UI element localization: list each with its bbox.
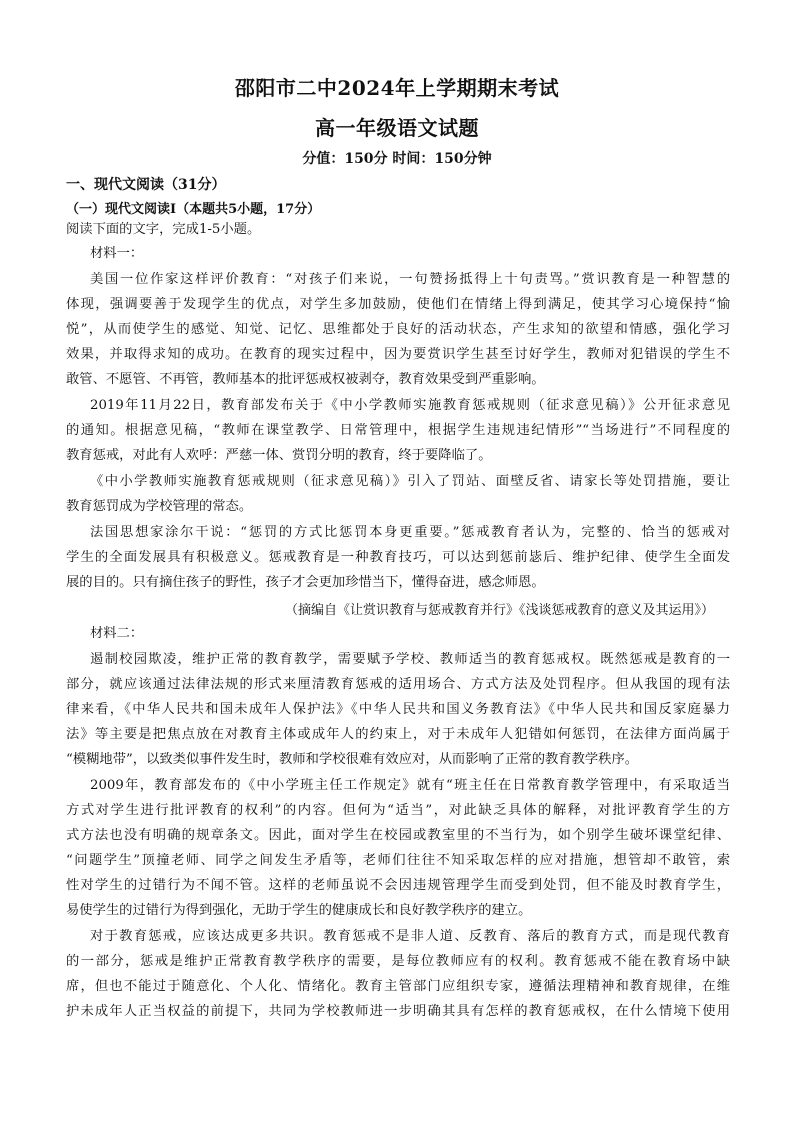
paragraph-line: 律来看，《中华人民共和国未成年人保护法》《中华人民共和国义务教育法》《中华人民共和国反家庭暴力 [66,702,730,717]
paragraph-line: 对于教育惩戒，应该达成更多共识。教育惩戒不是非人道、反教育、落后的教育方式，而是现代教育 [90,929,730,944]
paragraph-line: 《中小学教师实施教育惩戒规则（征求意见稿）》引入了罚站、面壁反省、请家长等处罚措施，要让 [90,474,730,489]
paragraph-line: 美国一位作家这样评价教育：“对孩子们来说，一句赞扬抵得上十句责骂。”赏识教育是一种智慧的 [90,272,730,287]
paragraph-line: 席，但也不能过于随意化、个人化、情绪化。教育主管部门应组织专家，遵循法理精神和教育规律，在维 [66,979,730,994]
material1-label: 材料一： [90,246,144,261]
paragraph-line: 的一部分，惩戒是维护正常教育教学秩序的需要，是每位教师应有的权利。教育惩戒不能在教育场中缺 [66,954,730,969]
paragraph-line: 法》等主要是把焦点放在对教育主体或成年人的约束上，对于未成年人犯错如何惩罚，在法律方面尚属于 [66,727,730,742]
paragraph-line: 展的目的。只有摘住孩子的野性，孩子才会更加珍惜当下，懂得奋进，感念师恩。 [66,575,545,590]
paragraph-line: 性对学生的过错行为不闻不管。这样的老师虽说不会因违规管理学生而受到处罚，但不能及时教育学生， [66,878,730,893]
paragraph-line: 敢管、不愿管、不再管，教师基本的批评惩戒权被剥夺，教育效果受到严重影响。 [66,372,545,387]
paragraph-line: 2009年，教育部发布的《中小学班主任工作规定》就有“班主任在日常教育教学管理中，有采取适当 [90,778,730,793]
paragraph-line: 2019年11月22日，教育部发布关于《中小学教师实施教育惩戒规则（征求意见稿）》公开征求意见 [90,398,730,413]
paragraph-line: 悦”，从而使学生的感觉、知觉、记忆、思维都处于良好的活动状态，产生求知的欲望和情感，强化学习 [66,322,730,337]
paragraph-line: “模糊地带”，以致类似事件发生时，教师和学校很难有效应对，从而影响了正常的教育教学秩序。 [66,752,639,767]
exam-subtitle: 高一年级语文试题 [315,116,479,140]
paragraph-line: 体现，强调要善于发现学生的优点，对学生多加鼓励，使他们在情绪上得到满足，使其学习心境保持“愉 [66,297,730,312]
paragraph-line: 部分，就应该通过法律法规的形式来厘清教育惩戒的适用场合、方式方法及处罚程序。但从我国的现有法 [66,677,730,692]
paragraph-line: 学生的全面发展具有积极意义。惩戒教育是一种教育技巧，可以达到惩前毖后、维护纪律、使学生全面发 [66,550,730,565]
paragraph-line: 教育惩戒，对此有人欢呼：严慈一体、赏罚分明的教育，终于要降临了。 [66,448,492,463]
score-time-info: 分值：150分 时间：150分钟 [302,151,492,167]
paragraph-line: 教育惩罚成为学校管理的常态。 [66,499,253,514]
paragraph-line: 式方法也没有明确的规章条文。因此，面对学生在校园或教室里的不当行为，如个别学生破坏课堂纪律、 [66,828,730,843]
paragraph-line: 护未成年人正当权益的前提下，共同为学校教师进一步明确其具有怎样的教育惩戒权，在什么情境下使用 [66,1004,730,1019]
paragraph-line: 方式对学生进行批评教育的权利”的内容。但何为“适当”，对此缺乏具体的解释，对批评教育学生的方 [66,803,730,818]
paragraph-line: 法国思想家涂尔干说：“惩罚的方式比惩罚本身更重要。”惩戒教育者认为，完整的、恰当的惩戒对 [90,525,730,540]
sub-section-heading: （一）现代文阅读Ⅰ（本题共5小题，17分） [66,202,321,217]
reading-instruction: 阅读下面的文字，完成1-5小题。 [66,222,261,237]
paragraph-line: 的通知。根据意见稿，“教师在课堂教学、日常管理中，根据学生违规违纪情形”“当场进行”不同程度的 [66,423,730,438]
material1-source: （摘编自《让赏识教育与惩戒教育并行》《浅谈惩戒教育的意义及其运用》） [284,603,714,618]
paragraph-line: 效果，并取得求知的成功。在教育的现实过程中，因为要赏识学生甚至讨好学生，教师对犯错误的学生不 [66,347,730,362]
paragraph-line: 遏制校园欺凌，维护正常的教育教学，需要赋予学校、教师适当的教育惩戒权。既然惩戒是教育的一 [90,652,730,667]
section-heading: 一、现代文阅读（31分） [66,177,226,193]
exam-title: 邵阳市二中2024年上学期期末考试 [234,76,560,100]
paragraph-line: “问题学生”顶撞老师、同学之间发生矛盾等，老师们往往不知采取怎样的应对措施，想管却不敢管，索 [66,853,730,868]
material2-label: 材料二： [90,626,144,641]
paragraph-line: 易使学生的过错行为得到强化，无助于学生的健康成长和良好教学秩序的建立。 [66,903,532,918]
